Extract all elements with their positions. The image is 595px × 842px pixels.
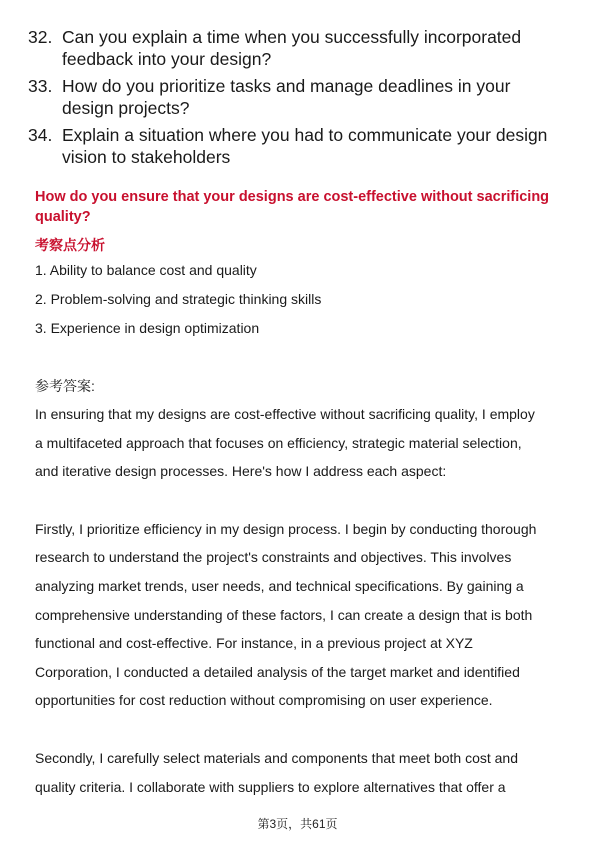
question-item-32 — [28, 26, 558, 70]
analysis-heading: 考察点分析 — [35, 237, 105, 253]
answer-line: a multifaceted approach that focuses on efficiency, strategic material selection, — [35, 434, 522, 451]
paragraph-spacer — [35, 715, 560, 744]
question-text-line: Can you explain a time when you successfully incorporated — [62, 27, 522, 47]
current-question-heading — [35, 187, 555, 227]
question-item-34 — [28, 124, 558, 168]
page-footer: 第3页，共61页 — [257, 817, 338, 831]
analysis-point: 2. Problem-solving and strategic thinking skills — [35, 291, 322, 307]
answer-line: and iterative design processes. Here's how I address each aspect: — [35, 463, 447, 480]
answer-body — [35, 400, 560, 801]
answer-line: analyzing market trends, user needs, and technical specifications. By gaining a — [35, 577, 524, 594]
question-item-33 — [28, 75, 558, 119]
question-number: 32. — [28, 27, 53, 47]
analysis-point: 1. Ability to balance cost and quality — [35, 262, 257, 278]
question-text-line: vision to stakeholders — [62, 147, 231, 167]
question-text — [62, 75, 558, 119]
answer-line: Corporation, I conducted a detailed analysis of the target market and identified — [35, 663, 520, 680]
answer-line: functional and cost-effective. For instance, in a previous project at XYZ — [35, 635, 473, 652]
question-text-line: How do you prioritize tasks and manage deadlines in your — [62, 76, 511, 96]
answer-paragraph — [35, 744, 560, 801]
answer-line: quality criteria. I collaborate with suppliers to explore alternatives that offer a — [35, 778, 506, 795]
question-list — [28, 26, 558, 173]
answer-line: Secondly, I carefully select materials and components that meet both cost and — [35, 749, 518, 766]
question-text-line: design projects? — [62, 98, 190, 118]
answer-paragraph — [35, 515, 560, 715]
answer-line: research to understand the project's constraints and objectives. This involves — [35, 549, 512, 566]
question-text — [62, 26, 558, 70]
answer-paragraph — [35, 400, 560, 486]
question-text — [62, 124, 558, 168]
answer-line: comprehensive understanding of these factors, I can create a design that is both — [35, 606, 533, 623]
answer-line: Firstly, I prioritize efficiency in my design process. I begin by conducting thorough — [35, 520, 537, 537]
analysis-point: 3. Experience in design optimization — [35, 320, 260, 336]
question-text-line: Explain a situation where you had to communicate your design — [62, 125, 548, 145]
answer-line: In ensuring that my designs are cost-effective without sacrificing quality, I employ — [35, 406, 535, 422]
answer-line: opportunities for cost reduction without compromising on user experience. — [35, 692, 493, 709]
current-question-line: How do you ensure that your designs are cost-effective without sacrificing — [35, 189, 550, 205]
analysis-points — [35, 260, 321, 347]
paragraph-spacer — [35, 486, 560, 515]
answer-heading: 参考答案: — [35, 378, 95, 394]
question-number: 33. — [28, 76, 53, 96]
current-question-line: quality? — [35, 209, 91, 225]
question-text-line: feedback into your design? — [62, 49, 272, 69]
question-number: 34. — [28, 125, 53, 145]
